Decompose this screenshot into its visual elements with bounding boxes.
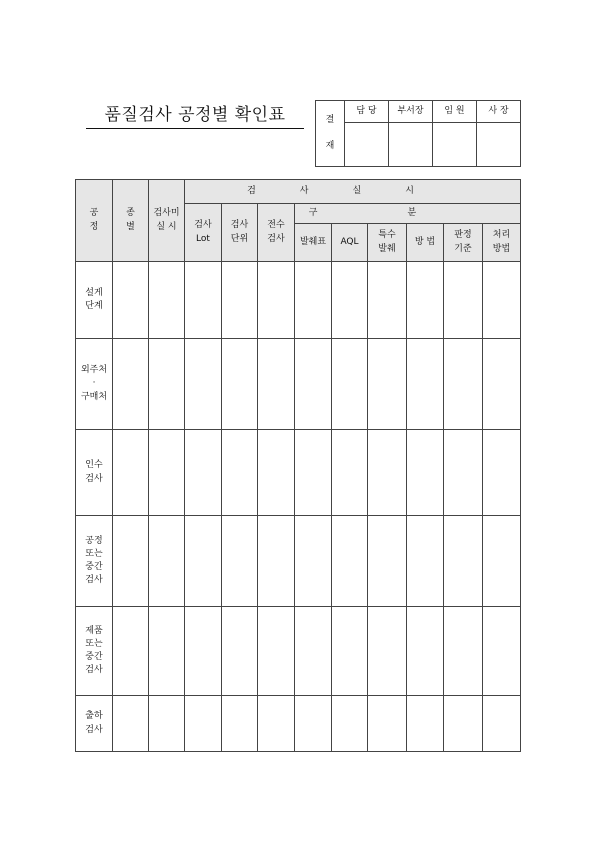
table-cell[interactable] [185, 339, 222, 430]
approval-box [315, 100, 521, 167]
table-cell[interactable] [444, 262, 483, 339]
header-inspection-done: 검사실시 [185, 180, 521, 204]
table-row [76, 516, 521, 607]
header-inspection-lot: 검사 Lot [185, 204, 222, 262]
table-cell[interactable] [407, 607, 444, 696]
table-cell[interactable] [149, 262, 185, 339]
table-cell[interactable] [444, 516, 483, 607]
table-cell[interactable] [295, 262, 332, 339]
table-cell[interactable] [295, 430, 332, 516]
table-cell[interactable] [368, 339, 407, 430]
table-cell[interactable] [222, 262, 258, 339]
header-method: 방 법 [407, 224, 444, 262]
table-cell[interactable] [368, 516, 407, 607]
table-cell[interactable] [113, 696, 149, 752]
header-not-done: 검사미 실 시 [149, 180, 185, 262]
header-sampling-table: 발췌표 [295, 224, 332, 262]
table-cell[interactable] [407, 430, 444, 516]
table-cell[interactable] [113, 430, 149, 516]
table-cell[interactable] [295, 696, 332, 752]
table-cell[interactable] [258, 696, 295, 752]
table-cell[interactable] [332, 516, 368, 607]
table-row [76, 696, 521, 752]
table-cell[interactable] [222, 339, 258, 430]
table-cell[interactable] [185, 262, 222, 339]
table-cell[interactable] [185, 607, 222, 696]
table-cell[interactable] [483, 430, 521, 516]
inspection-table [75, 179, 521, 752]
table-cell[interactable] [332, 607, 368, 696]
table-cell[interactable] [368, 430, 407, 516]
table-cell[interactable] [149, 696, 185, 752]
approval-role-executive: 임 원 [433, 101, 477, 123]
approval-label: 결 재 [316, 101, 345, 167]
header-process: 공 정 [76, 180, 113, 262]
table-cell[interactable] [332, 696, 368, 752]
table-cell[interactable] [407, 262, 444, 339]
row-label: 제품 또는 중간 검사 [76, 607, 113, 696]
approval-sign-president[interactable] [477, 123, 521, 167]
header-type: 종 별 [113, 180, 149, 262]
table-cell[interactable] [149, 607, 185, 696]
document-title: 품질검사 공정별 확인표 [86, 100, 304, 129]
table-cell[interactable] [332, 430, 368, 516]
table-cell[interactable] [483, 262, 521, 339]
header-aql: AQL [332, 224, 368, 262]
table-cell[interactable] [295, 607, 332, 696]
table-cell[interactable] [113, 339, 149, 430]
table-cell[interactable] [113, 607, 149, 696]
row-label: 공정 또는 중간 검사 [76, 516, 113, 607]
row-label: 외주처 · 구매처 [76, 339, 113, 430]
table-cell[interactable] [332, 262, 368, 339]
table-cell[interactable] [407, 516, 444, 607]
table-cell[interactable] [113, 516, 149, 607]
table-cell[interactable] [185, 516, 222, 607]
header-special-sampling: 특수 발췌 [368, 224, 407, 262]
table-cell[interactable] [258, 430, 295, 516]
table-cell[interactable] [368, 607, 407, 696]
approval-sign-executive[interactable] [433, 123, 477, 167]
header-category: 구분 [295, 204, 521, 224]
table-cell[interactable] [483, 607, 521, 696]
table-cell[interactable] [149, 339, 185, 430]
table-cell[interactable] [258, 339, 295, 430]
table-row [76, 607, 521, 696]
approval-role-president: 사 장 [477, 101, 521, 123]
table-cell[interactable] [483, 339, 521, 430]
table-cell[interactable] [149, 516, 185, 607]
table-cell[interactable] [332, 339, 368, 430]
table-cell[interactable] [185, 430, 222, 516]
header-inspection-unit: 검사 단위 [222, 204, 258, 262]
approval-sign-staff[interactable] [345, 123, 389, 167]
header-handling-method: 처리 방법 [483, 224, 521, 262]
table-cell[interactable] [258, 262, 295, 339]
table-cell[interactable] [407, 696, 444, 752]
table-cell[interactable] [113, 262, 149, 339]
table-cell[interactable] [483, 696, 521, 752]
table-cell[interactable] [368, 262, 407, 339]
table-cell[interactable] [295, 339, 332, 430]
row-label: 출하 검사 [76, 696, 113, 752]
table-cell[interactable] [222, 607, 258, 696]
approval-role-staff: 담 당 [345, 101, 389, 123]
table-cell[interactable] [258, 516, 295, 607]
row-label: 설게 단계 [76, 262, 113, 339]
table-cell[interactable] [368, 696, 407, 752]
table-row [76, 339, 521, 430]
table-cell[interactable] [258, 607, 295, 696]
approval-role-dept-head: 부서장 [389, 101, 433, 123]
header-judgment-criteria: 판정 기준 [444, 224, 483, 262]
table-row [76, 430, 521, 516]
table-cell[interactable] [295, 516, 332, 607]
row-label: 인수 검사 [76, 430, 113, 516]
table-cell[interactable] [222, 696, 258, 752]
table-cell[interactable] [483, 516, 521, 607]
table-cell[interactable] [222, 430, 258, 516]
approval-sign-dept-head[interactable] [389, 123, 433, 167]
table-cell[interactable] [149, 430, 185, 516]
table-cell[interactable] [444, 430, 483, 516]
table-cell[interactable] [222, 516, 258, 607]
table-row [76, 262, 521, 339]
table-cell[interactable] [407, 339, 444, 430]
header-full-inspection: 전수 검사 [258, 204, 295, 262]
table-cell[interactable] [185, 696, 222, 752]
table-cell[interactable] [444, 607, 483, 696]
table-cell[interactable] [444, 696, 483, 752]
table-cell[interactable] [444, 339, 483, 430]
